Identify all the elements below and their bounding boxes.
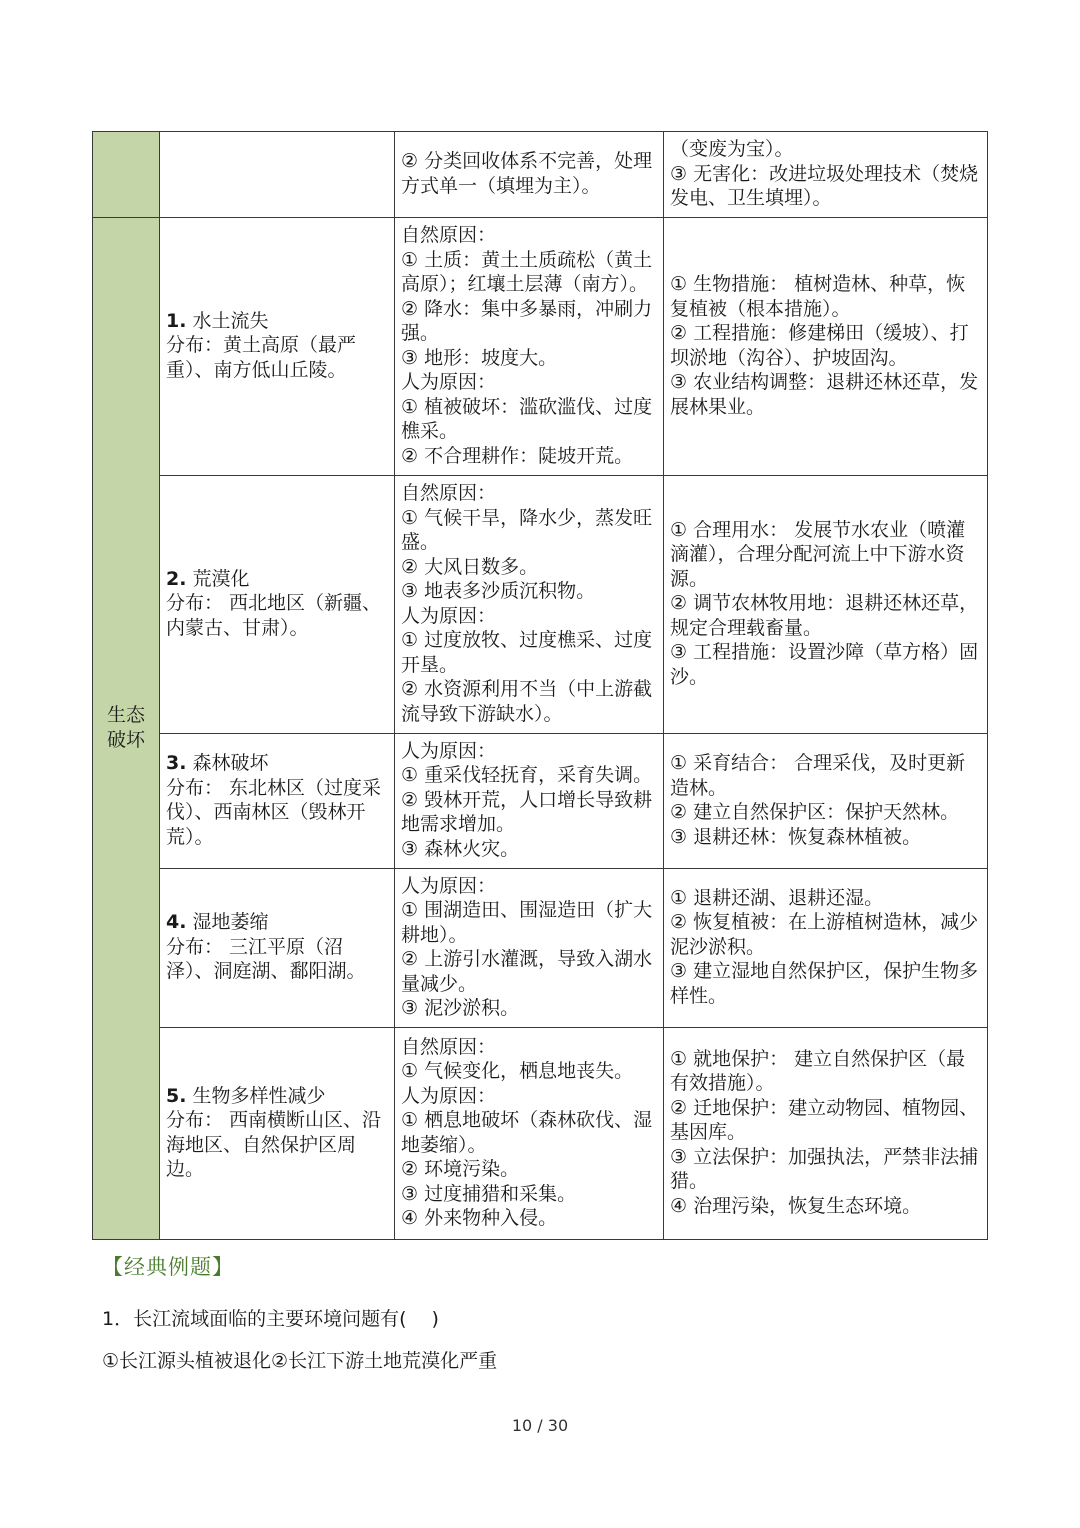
measure-cell <box>664 475 988 733</box>
cause-line: ③ 泥沙淤积。 <box>401 997 520 1019</box>
cause-line: ② 不合理耕作：陡坡开荒。 <box>401 444 634 467</box>
measure-line: ③ 建立湿地自然保护区，保护生物多样性。 <box>670 960 979 1007</box>
measure-line: ① 生物措施： 植树造林、种草，恢复植被（根本措施）。 <box>670 273 966 320</box>
problem-number: 3. <box>166 752 187 774</box>
problem-title: 湿地萎缩 <box>192 911 269 934</box>
problem-distribution: 分布： 三江平原（沼泽）、洞庭湖、鄱阳湖。 <box>166 935 366 983</box>
cause-line: ② 水资源利用不当（中上游截流导致下游缺水）。 <box>401 678 653 725</box>
cause-line: ② 分类回收体系不完善，处理方式单一（填埋为主）。 <box>401 150 653 197</box>
cause-line: ③ 过度捕猎和采集。 <box>401 1182 577 1205</box>
problem-number: 1. <box>166 309 187 332</box>
cause-line: 人为原因： <box>401 874 497 897</box>
measure-cell-continued <box>664 132 988 218</box>
cause-cell-continued <box>395 132 664 218</box>
table-row <box>93 733 988 868</box>
measure-line: ④ 治理污染，恢复生态环境。 <box>670 1194 922 1217</box>
cause-line: 自然原因： <box>401 482 497 504</box>
question-options: ①长江源头植被退化②长江下游土地荒漠化严重 <box>102 1350 498 1372</box>
cause-line: ① 气候变化，栖息地丧失。 <box>401 1060 634 1082</box>
measure-line: ③ 农业结构调整：退耕还林还草，发展林果业。 <box>670 371 979 418</box>
measure-line: ② 恢复植被：在上游植树造林，减少泥沙淤积。 <box>670 911 979 958</box>
table-row-continued <box>93 132 988 218</box>
problem-number: 2. <box>166 567 187 590</box>
cause-line: ① 过度放牧、过度樵采、过度开垦。 <box>401 629 653 676</box>
problem-cell <box>160 868 395 1027</box>
measure-line: ① 合理用水： 发展节水农业（喷灌滴灌），合理分配河流上中下游水资源。 <box>670 518 966 590</box>
measure-line: （变废为宝）。 <box>670 138 794 160</box>
cause-line: ③ 地表多沙质沉积物。 <box>401 580 596 602</box>
measure-line: ① 采育结合： 合理采伐，及时更新造林。 <box>670 752 966 799</box>
cause-line: ① 重采伐轻抚育，采育失调。 <box>401 764 653 787</box>
problem-distribution: 分布：黄土高原（最严重）、南方低山丘陵。 <box>166 334 357 381</box>
measure-line: ② 迁地保护：建立动物园、植物园、基因库。 <box>670 1096 979 1144</box>
cause-cell <box>395 733 664 868</box>
problem-title: 森林破坏 <box>192 752 269 774</box>
cause-line: ② 上游引水灌溉，导致入湖水量减少。 <box>401 948 653 995</box>
cause-line: 自然原因： <box>401 224 497 246</box>
cause-line: ④ 外来物种入侵。 <box>401 1207 558 1229</box>
table-row <box>93 217 988 475</box>
cause-line: ③ 地形：坡度大。 <box>401 346 558 369</box>
measure-line: ① 退耕还湖、退耕还湿。 <box>670 886 884 909</box>
cause-line: ① 植被破坏：滥砍滥伐、过度樵采。 <box>401 395 653 442</box>
problem-cell <box>160 733 395 868</box>
cause-line: ① 土质：黄土土质疏松（黄土高原）；红壤土层薄（南方）。 <box>401 248 653 295</box>
problem-distribution: 分布： 东北林区（过度采伐）、西南林区（毁林开荒）。 <box>166 776 382 848</box>
environment-problems-table <box>92 131 988 1240</box>
problem-cell <box>160 1027 395 1239</box>
cause-line: 人为原因： <box>401 604 497 627</box>
cause-cell <box>395 217 664 475</box>
measure-line: ③ 工程措施：设置沙障（草方格）固沙。 <box>670 641 979 688</box>
problem-distribution: 分布： 西南横断山区、沿海地区、自然保护区周边。 <box>166 1109 382 1180</box>
problem-title: 水土流失 <box>192 309 269 332</box>
table-row <box>93 1027 988 1239</box>
category-cell <box>93 217 160 1239</box>
measure-cell <box>664 868 988 1027</box>
page-number: 10 / 30 <box>511 1416 569 1435</box>
measure-line: ③ 退耕还林：恢复森林植被。 <box>670 825 922 848</box>
measure-line: ② 建立自然保护区：保护天然林。 <box>670 801 960 823</box>
measure-cell <box>664 217 988 475</box>
cause-cell <box>395 1027 664 1239</box>
question-text: 1．长江流域面临的主要环境问题有( ) <box>102 1308 439 1330</box>
problem-cell <box>160 217 395 475</box>
empty-cell <box>160 132 395 218</box>
measure-cell <box>664 1027 988 1239</box>
cause-line: ③ 森林火灾。 <box>401 837 520 860</box>
problem-number: 4. <box>166 911 187 934</box>
cause-line: ② 大风日数多。 <box>401 555 539 578</box>
table-row <box>93 475 988 733</box>
measure-line: ③ 立法保护：加强执法，严禁非法捕猎。 <box>670 1145 979 1193</box>
problem-distribution: 分布： 西北地区（新疆、内蒙古、甘肃）。 <box>166 592 382 639</box>
measure-line: ① 就地保护： 建立自然保护区（最有效措施）。 <box>670 1047 966 1095</box>
section-title: 【经典例题】 <box>102 1255 234 1279</box>
measure-line: ② 调节农林牧用地：退耕还林还草，规定合理载畜量。 <box>670 592 979 639</box>
cause-line: ② 毁林开荒，人口增长导致耕地需求增加。 <box>401 788 653 836</box>
problem-cell <box>160 475 395 733</box>
problem-title: 荒漠化 <box>192 567 250 590</box>
measure-line: ③ 无害化：改进垃圾处理技术（焚烧发电、卫生填埋）。 <box>670 162 979 209</box>
cause-cell <box>395 868 664 1027</box>
cause-cell <box>395 475 664 733</box>
table-row <box>93 868 988 1027</box>
problem-number: 5. <box>166 1084 187 1107</box>
cause-line: ② 降水：集中多暴雨，冲刷力强。 <box>401 297 653 344</box>
cause-line: ② 环境污染。 <box>401 1158 520 1180</box>
cause-line: ① 气候干旱，降水少，蒸发旺盛。 <box>401 506 653 553</box>
cause-line: ① 栖息地破坏（森林砍伐、湿地萎缩）。 <box>401 1109 653 1156</box>
cause-line: 人为原因： <box>401 371 497 393</box>
cause-line: 人为原因： <box>401 739 497 762</box>
cause-line: 自然原因： <box>401 1035 497 1058</box>
cause-line: 人为原因： <box>401 1084 497 1107</box>
category-label: 生态破坏 <box>106 703 145 751</box>
measure-cell <box>664 733 988 868</box>
category-cell-continued <box>93 132 160 218</box>
cause-line: ① 围湖造田、围湿造田（扩大耕地）。 <box>401 899 653 946</box>
problem-title: 生物多样性减少 <box>192 1084 326 1107</box>
measure-line: ② 工程措施：修建梯田（缓坡）、打坝淤地（沟谷）、护坡固沟。 <box>670 322 969 369</box>
